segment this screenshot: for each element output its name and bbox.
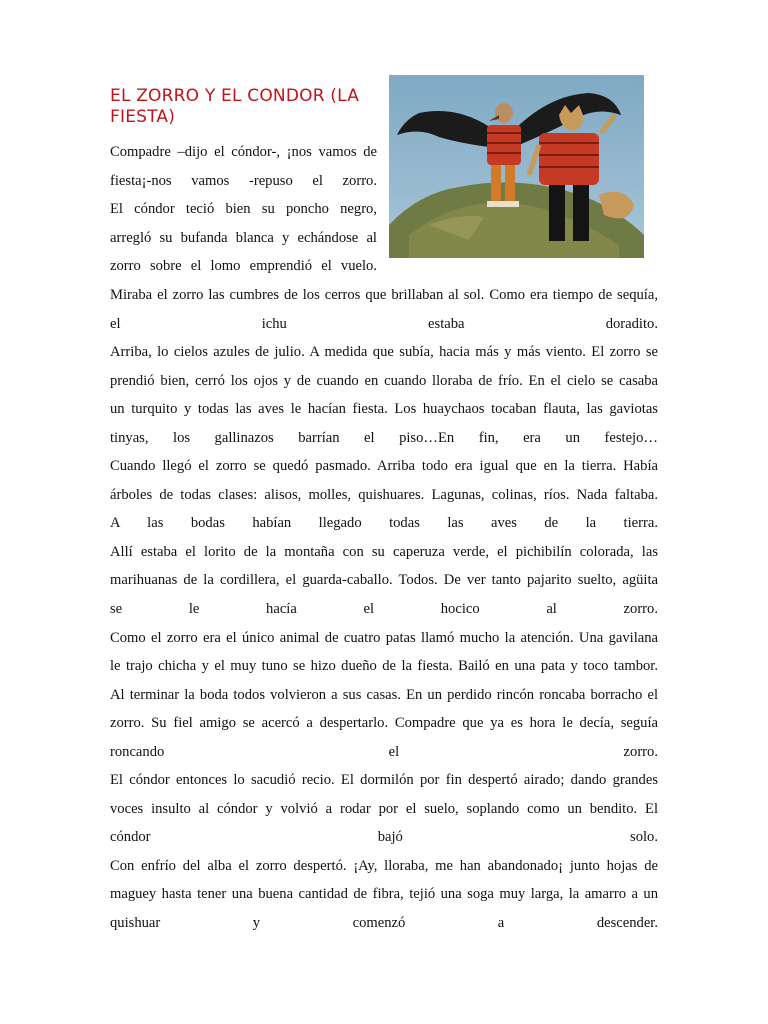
text-line: fiesta¡-nos vamos -repuso el zorro. bbox=[110, 172, 377, 189]
text-line: le trajo chicha y el muy tuno se hizo dueño de la fiesta. Bailó en una pata y toco tambor. bbox=[110, 658, 658, 675]
text-line: quishuar y comenzó a descender. bbox=[110, 915, 658, 932]
story-body bbox=[110, 281, 658, 938]
text-line: Allí estaba el lorito de la montaña con su caperuza verde, el pichibilín colorada, las bbox=[110, 543, 658, 560]
text-line: prendió bien, cerró los ojos y de cuando en cuando lloraba de frío. En el cielo se casaba bbox=[110, 372, 658, 389]
text-line: El cóndor entonces lo sacudió recio. El dormilón por fin despertó airado; dando grandes bbox=[110, 772, 658, 789]
text-line: Arriba, lo cielos azules de julio. A medida que subía, hacia más y más viento. El zorro se bbox=[110, 344, 658, 361]
text-line: marihuanas de la cordillera, el guarda-caballo. Todos. De ver tanto pajarito suelto, agüita bbox=[110, 572, 658, 589]
text-line: Al terminar la boda todos volvieron a sus casas. En un perdido rincón roncaba borracho el bbox=[110, 686, 658, 703]
text-line: un turquito y todas las aves le hacían fiesta. Los huaychaos tocaban flauta, las gaviotas bbox=[110, 401, 658, 418]
text-line: árboles de todas clases: alisos, molles, quishuares. Lagunas, colinas, ríos. Nada faltaba. bbox=[110, 486, 658, 503]
text-line: Cuando llegó el zorro se quedó pasmado. Arriba todo era igual que en la tierra. Había bbox=[110, 458, 658, 475]
text-line: arregló su bufanda blanca y echándose al bbox=[110, 229, 377, 246]
text-line: Compadre –dijo el cóndor-, ¡nos vamos de bbox=[110, 144, 377, 160]
text-line: El cóndor teció bien su poncho negro, bbox=[110, 201, 377, 218]
text-line: A las bodas habían llegado todas las aves de la tierra. bbox=[110, 515, 658, 532]
intro-paragraph bbox=[110, 138, 377, 281]
text-line: zorro sobre el lomo emprendió el vuelo. bbox=[110, 258, 377, 275]
text-line: Miraba el zorro las cumbres de los cerros que brillaban al sol. Como era tiempo de sequía, bbox=[110, 287, 658, 303]
text-line: Como el zorro era el único animal de cuatro patas llamó mucho la atención. Una gavilana bbox=[110, 629, 658, 646]
document-title: EL ZORRO Y EL CONDOR (LA FIESTA) bbox=[110, 86, 360, 127]
puppet-fox-and-condor-image bbox=[389, 75, 644, 258]
text-line: cóndor bajó solo. bbox=[110, 829, 658, 846]
story-illustration bbox=[389, 75, 644, 258]
text-line: voces insulto al cóndor y volvió a rodar por el suelo, soplando como un bendito. El bbox=[110, 800, 658, 817]
text-line: se le hacía el hocico al zorro. bbox=[110, 601, 658, 618]
text-line: zorro. Su fiel amigo se acercó a despertarlo. Compadre que ya es hora le decía, seguía bbox=[110, 715, 658, 732]
text-line: el ichu estaba doradito. bbox=[110, 315, 658, 332]
text-line: roncando el zorro. bbox=[110, 743, 658, 760]
text-line: tinyas, los gallinazos barrían el piso…En fin, era un festejo… bbox=[110, 429, 658, 446]
text-line: maguey hasta tener una buena cantidad de fibra, tejió una soga muy larga, la amarro a un bbox=[110, 886, 658, 903]
text-line: Con enfrío del alba el zorro despertó. ¡Ay, lloraba, me han abandonado¡ junto hojas de bbox=[110, 857, 658, 874]
